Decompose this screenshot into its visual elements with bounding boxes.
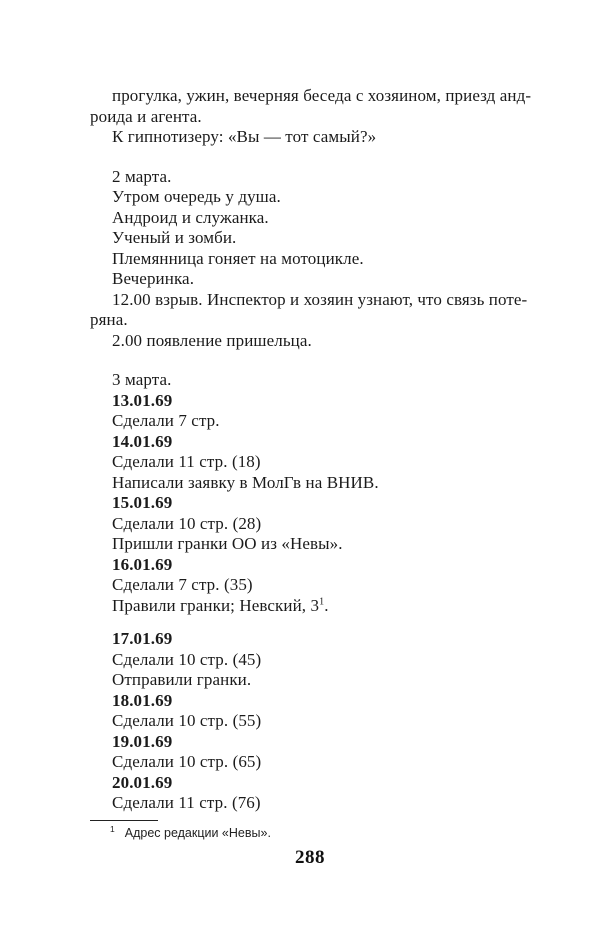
footnote: [90, 823, 570, 841]
text-line: Ученый и зомби.: [112, 228, 237, 247]
date-heading-line: 19.01.69: [112, 731, 173, 751]
footnote-ref: 1: [319, 595, 325, 607]
date-heading-line: 18.01.69: [112, 690, 173, 710]
text-line: Андроид и служанка.: [112, 207, 269, 227]
footnote-separator: [90, 820, 158, 821]
page-number: 288: [295, 847, 325, 868]
text-line: 2.00 появление пришельца.: [112, 330, 312, 350]
text-line: Сделали 7 стр. (35): [112, 575, 253, 594]
footnote-text: Адрес редакции «Невы».: [124, 826, 271, 840]
date-heading-line: 17.01.69: [112, 629, 173, 648]
text-line: 12.00 взрыв. Инспектор и хозяин узнают, что связь поте-: [112, 289, 528, 309]
text-line: Пришли гранки ОО из «Невы».: [112, 534, 343, 553]
text-line: Сделали 7 стр.: [112, 411, 220, 430]
text-line: Племянница гоняет на мотоцикле.: [112, 248, 364, 268]
text-line: Отправили гранки.: [112, 670, 252, 689]
text-line: Сделали 11 стр. (76): [112, 793, 261, 812]
text-line: прогулка, ужин, вечерняя беседа с хозяином, приезд анд-: [112, 86, 532, 105]
body-text: [90, 86, 550, 814]
text-line: Вечеринка.: [112, 269, 195, 288]
date-heading-line: 16.01.69: [112, 554, 173, 574]
date-heading-line: 20.01.69: [112, 772, 173, 792]
date-heading-line: 15.01.69: [112, 493, 173, 512]
text-line: ряна.: [90, 310, 128, 329]
date-heading-line: 14.01.69: [112, 431, 173, 451]
text-line: К гипнотизеру: «Вы — тот самый?»: [112, 127, 377, 146]
text-line: Сделали 10 стр. (65): [112, 752, 262, 771]
text-line: Сделали 11 стр. (18): [112, 452, 261, 471]
text-line: Написали заявку в МолГв на ВНИВ.: [112, 472, 379, 492]
text-line: Утром очередь у душа.: [112, 187, 281, 206]
text-line: 2 марта.: [112, 166, 172, 186]
date-heading-line: 13.01.69: [112, 390, 173, 410]
text-line: Сделали 10 стр. (28): [112, 513, 262, 533]
text-line: Правили гранки; Невский, $3^1$.: [112, 595, 329, 615]
text-line: 3 марта.: [112, 370, 172, 389]
footnote-marker: 1: [110, 823, 115, 834]
text-line: Сделали 10 стр. (55): [112, 711, 262, 730]
text-line: Сделали 10 стр. (45): [112, 649, 262, 669]
text-line: роида и агента.: [90, 106, 202, 126]
